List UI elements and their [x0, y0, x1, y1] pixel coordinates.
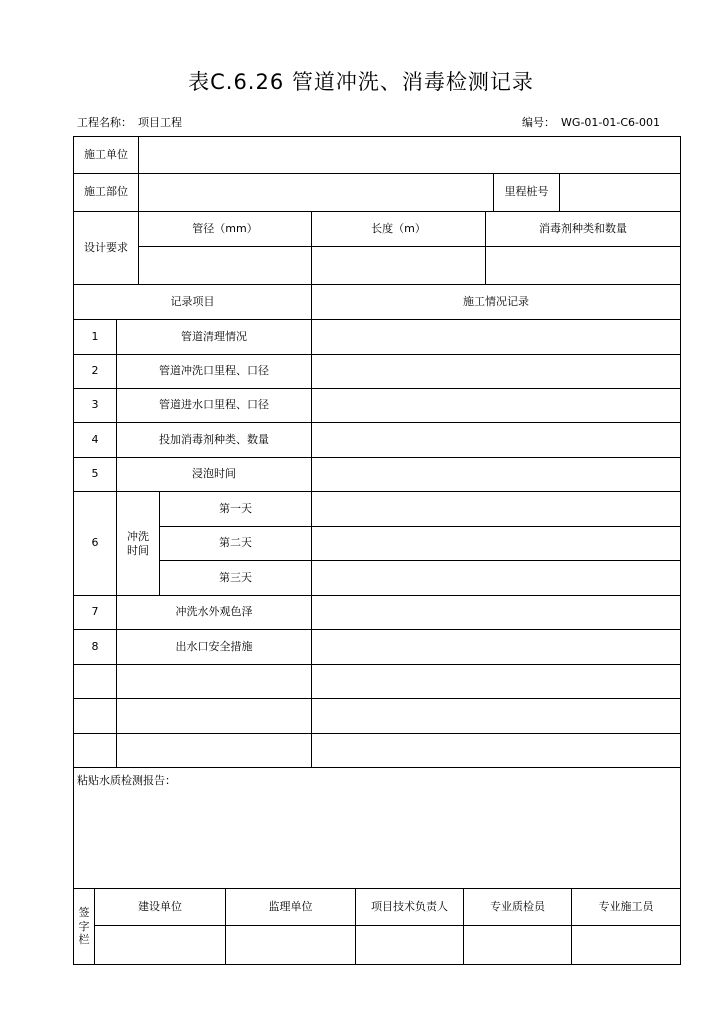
- record-form-table: [73, 136, 681, 965]
- record-item: 管道冲洗口里程、口径: [117, 355, 312, 389]
- construction-unit-field[interactable]: [139, 137, 680, 174]
- row-number[interactable]: [74, 665, 117, 699]
- signature-column-technical-lead: 项目技术负责人: [356, 889, 464, 926]
- row-number: 4: [74, 423, 117, 458]
- disinfectant-field[interactable]: [486, 247, 680, 285]
- flush-time-label: [117, 492, 160, 596]
- record-entry-field[interactable]: [312, 596, 680, 630]
- record-entry-field[interactable]: [312, 527, 680, 561]
- row-number: 5: [74, 458, 117, 492]
- mileage-label: 里程桩号: [494, 174, 560, 212]
- mileage-field[interactable]: [560, 174, 680, 212]
- construction-part-label: 施工部位: [74, 174, 139, 212]
- signature-column-construction-unit: 建设单位: [95, 889, 226, 926]
- record-item: 浸泡时间: [117, 458, 312, 492]
- signature-field[interactable]: [95, 926, 226, 964]
- record-item: 管道清理情况: [117, 320, 312, 355]
- record-entry-field[interactable]: [312, 734, 680, 768]
- record-entry-field[interactable]: [312, 389, 680, 423]
- water-quality-report-label: 粘贴水质检测报告：: [77, 774, 176, 787]
- record-entry-field[interactable]: [312, 630, 680, 665]
- flush-day-label: 第二天: [160, 527, 312, 561]
- signature-field[interactable]: [226, 926, 356, 964]
- document-code-value: WG-01-01-C6-001: [561, 116, 660, 129]
- length-header: 长度（m）: [312, 212, 486, 247]
- record-entry-field[interactable]: [312, 665, 680, 699]
- signature-label-char: 字: [78, 919, 90, 933]
- record-entry-field[interactable]: [312, 492, 680, 527]
- row-number: 6: [74, 492, 117, 596]
- record-item: 管道进水口里程、口径: [117, 389, 312, 423]
- record-entry-field[interactable]: [312, 355, 680, 389]
- flush-time-label-line1: 冲洗: [127, 529, 149, 543]
- signature-column-quality-inspector: 专业质检员: [464, 889, 572, 926]
- row-number: 8: [74, 630, 117, 665]
- signature-field[interactable]: [572, 926, 680, 964]
- row-number: 3: [74, 389, 117, 423]
- record-item-header: 记录项目: [74, 285, 312, 320]
- construction-unit-label: 施工单位: [74, 137, 139, 174]
- record-entry-field[interactable]: [312, 423, 680, 458]
- signature-field[interactable]: [356, 926, 464, 964]
- row-number: 2: [74, 355, 117, 389]
- signature-column-construction-worker: 专业施工员: [572, 889, 680, 926]
- pipe-diameter-field[interactable]: [139, 247, 312, 285]
- record-status-header: 施工情况记录: [312, 285, 680, 320]
- document-code-label: 编号：: [522, 116, 556, 129]
- disinfectant-header: 消毒剂种类和数量: [486, 212, 680, 247]
- construction-part-field[interactable]: [139, 174, 494, 212]
- flush-time-label-line2: 时间: [127, 543, 149, 557]
- record-item[interactable]: [117, 665, 312, 699]
- row-number[interactable]: [74, 734, 117, 768]
- record-entry-field[interactable]: [312, 458, 680, 492]
- row-number[interactable]: [74, 699, 117, 734]
- row-number: 1: [74, 320, 117, 355]
- document-code: [522, 114, 660, 130]
- row-number: 7: [74, 596, 117, 630]
- signature-label-char: 栏: [78, 933, 90, 947]
- record-item: 投加消毒剂种类、数量: [117, 423, 312, 458]
- signature-section-label: [74, 889, 95, 964]
- signature-column-supervision-unit: 监理单位: [226, 889, 356, 926]
- water-quality-report-area[interactable]: [74, 768, 680, 889]
- record-item[interactable]: [117, 699, 312, 734]
- record-item[interactable]: [117, 734, 312, 768]
- design-requirements-label: 设计要求: [74, 212, 139, 285]
- project-name: [77, 114, 182, 130]
- page-title: 表C.6.26 管道冲洗、消毒检测记录: [188, 70, 534, 94]
- length-field[interactable]: [312, 247, 486, 285]
- record-entry-field[interactable]: [312, 699, 680, 734]
- record-item: 出水口安全措施: [117, 630, 312, 665]
- project-name-label: 工程名称：: [77, 116, 132, 129]
- record-entry-field[interactable]: [312, 320, 680, 355]
- signature-field[interactable]: [464, 926, 572, 964]
- record-item: 冲洗水外观色泽: [117, 596, 312, 630]
- signature-label-char: 签: [78, 905, 90, 919]
- pipe-diameter-header: 管径（mm）: [139, 212, 312, 247]
- project-name-value: 项目工程: [138, 116, 182, 129]
- flush-day-label: 第一天: [160, 492, 312, 527]
- record-entry-field[interactable]: [312, 561, 680, 596]
- flush-day-label: 第三天: [160, 561, 312, 596]
